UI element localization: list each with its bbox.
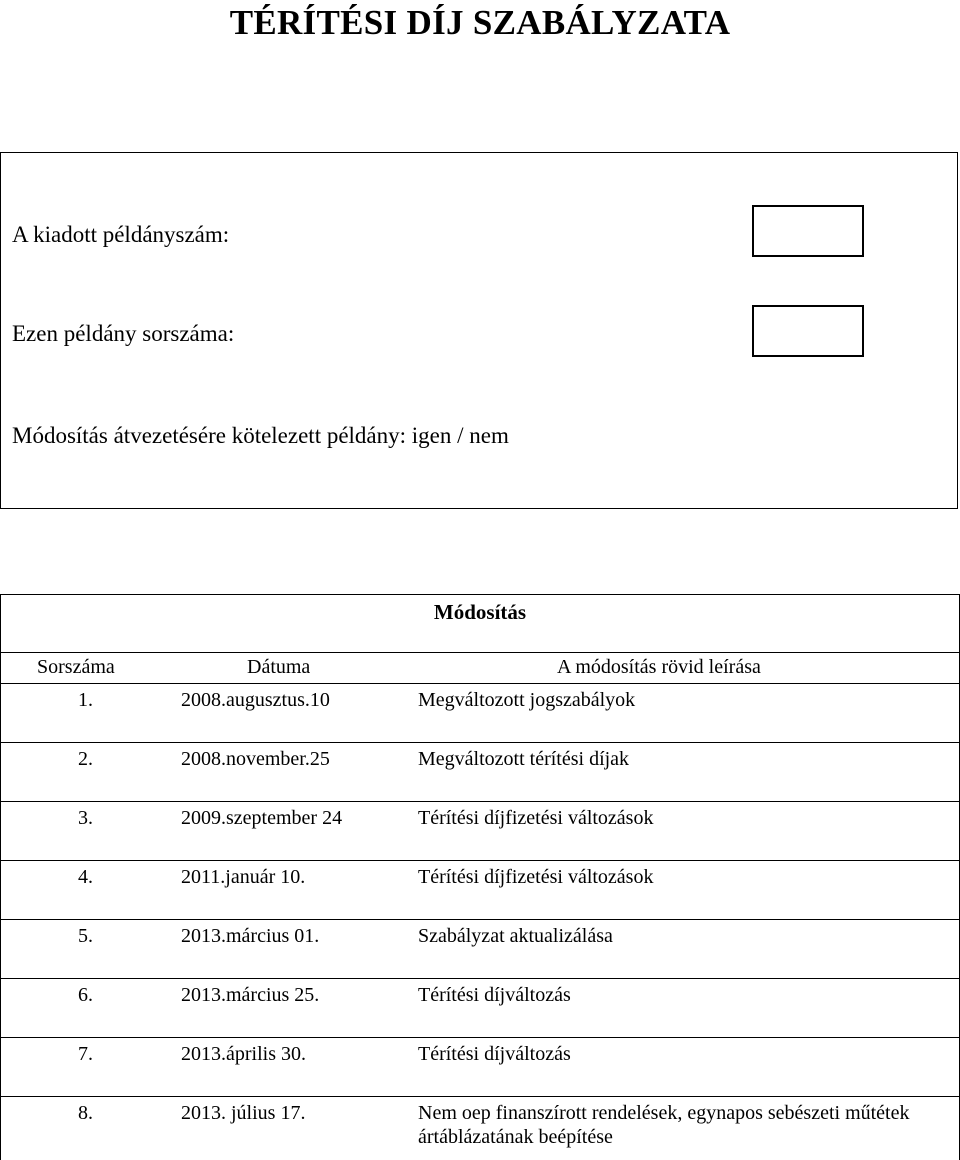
issued-copies-field[interactable] [752,205,864,257]
table-row [1,1097,960,1160]
table-row [1,1038,960,1097]
table-caption: Módosítás [1,595,960,653]
row-date: 2009.szeptember 24 [181,807,343,829]
table-row [1,802,960,861]
row-description: Térítési díjfizetési változások [418,807,654,829]
header-date: Dátuma [247,656,311,678]
row-description: Nem oep finanszírott rendelések, egynapos sebészeti műtétek ártáblázatának beépítése [418,1102,910,1148]
table-row [1,684,960,743]
copy-info-box [0,152,958,509]
row-date: 2013.március 01. [181,925,320,947]
row-date: 2013. július 17. [181,1102,306,1124]
modification-table [0,594,960,1160]
copy-number-label: Ezen példány sorszáma: [12,321,235,346]
row-date: 2008.november.25 [181,748,330,770]
row-number: 4. [78,866,93,888]
document-title: TÉRÍTÉSI DÍJ SZABÁLYZATA [229,3,731,42]
row-description: Szabályzat aktualizálása [418,925,613,947]
table-row [1,861,960,920]
header-description: A módosítás rövid leírása [557,656,761,678]
table-row [1,920,960,979]
row-date: 2013.április 30. [181,1043,306,1065]
table-header-row [1,653,960,684]
row-description: Megváltozott térítési díjak [418,748,630,770]
row-number: 7. [78,1043,93,1065]
issued-copies-label: A kiadott példányszám: [12,222,230,247]
row-number: 8. [78,1102,93,1124]
row-date: 2008.augusztus.10 [181,689,330,711]
row-number: 2. [78,748,93,770]
copy-number-field[interactable] [752,305,864,357]
row-date: 2013.március 25. [181,984,320,1006]
row-description: Megváltozott jogszabályok [418,689,636,711]
row-number: 1. [78,689,93,711]
table-row [1,979,960,1038]
table-row [1,743,960,802]
row-description: Térítési díjváltozás [418,1043,571,1065]
row-number: 3. [78,807,93,829]
row-description: Térítési díjváltozás [418,984,571,1006]
row-number: 6. [78,984,93,1006]
row-number: 5. [78,925,93,947]
row-description: Térítési díjfizetési változások [418,866,654,888]
row-date: 2011.január 10. [181,866,306,888]
header-number: Sorszáma [37,656,115,678]
obligation-label: Módosítás átvezetésére kötelezett példány: igen / nem [12,423,509,448]
